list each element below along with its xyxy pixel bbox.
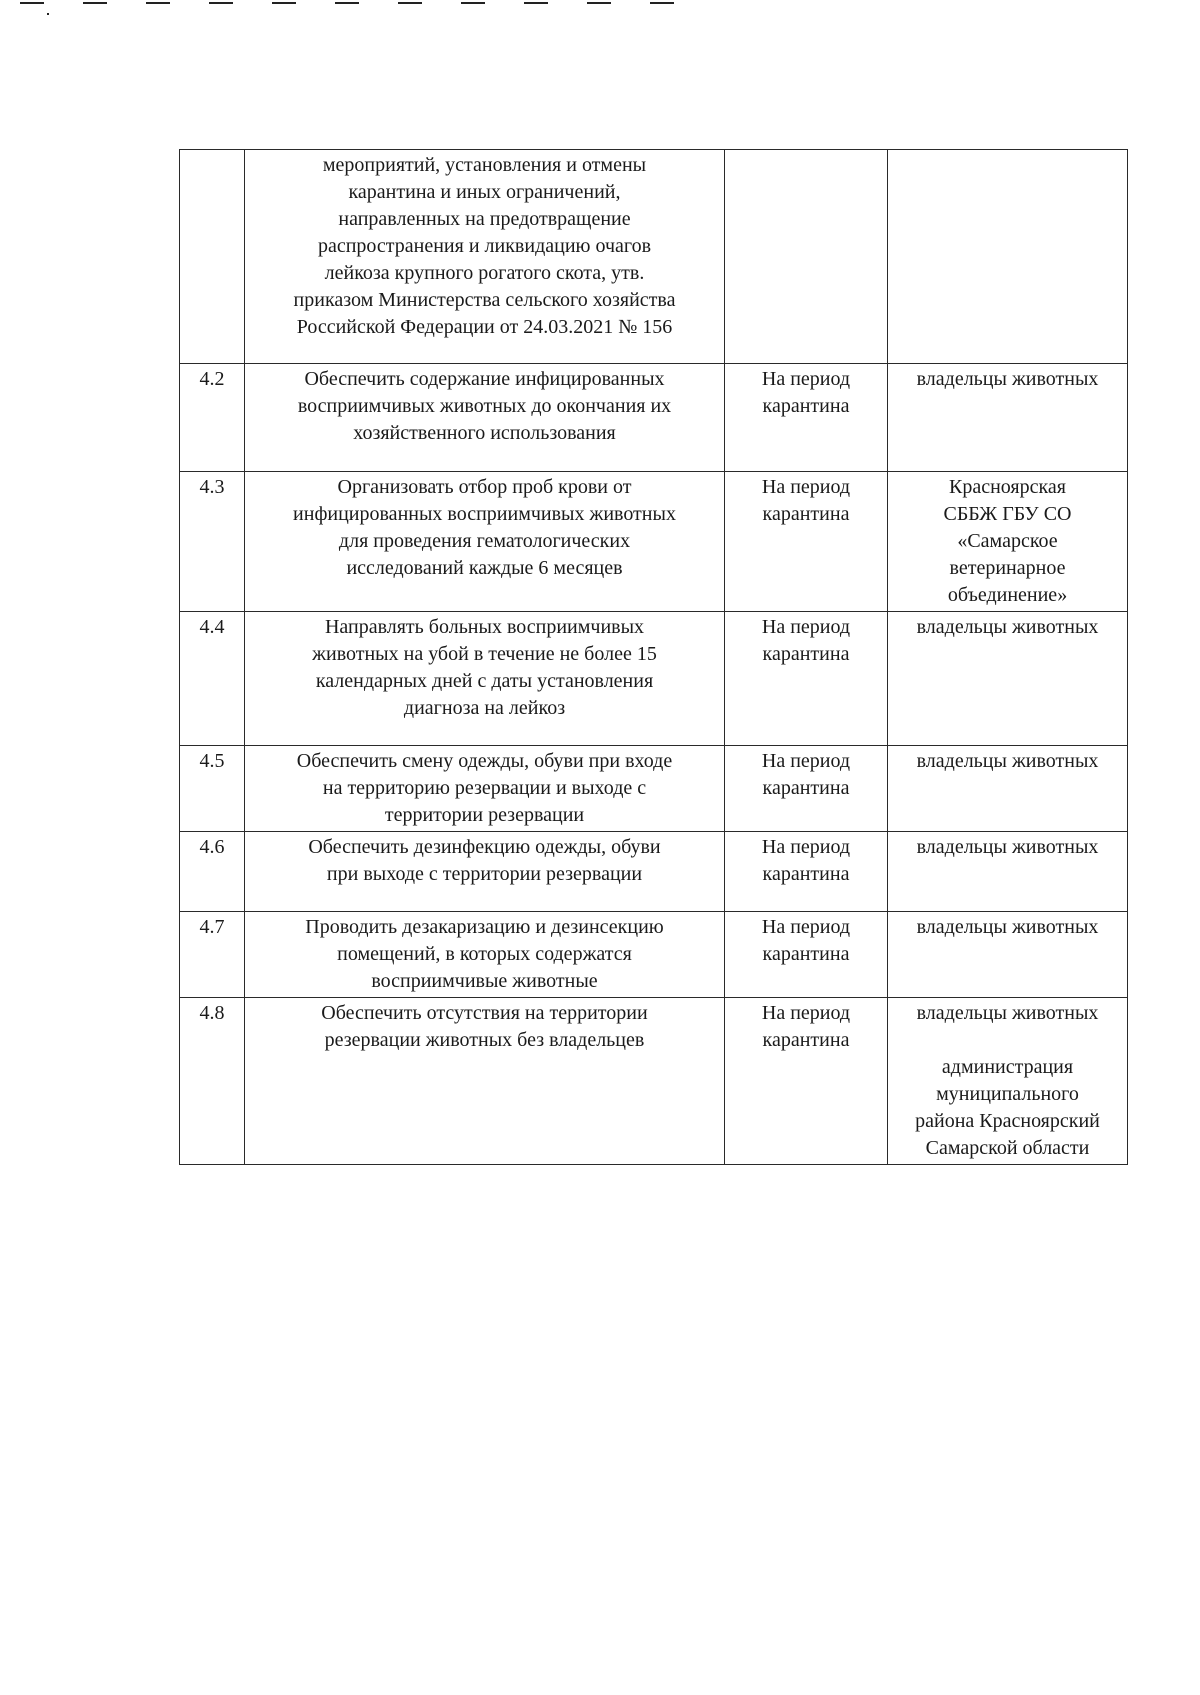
item-number: 4.4 — [180, 612, 245, 746]
responsible-party-secondary: администрация муниципального района Красноярский Самарской области — [915, 1056, 1100, 1159]
item-number: 4.6 — [180, 832, 245, 912]
table-row — [180, 472, 1128, 612]
scan-mark — [335, 2, 359, 4]
measure-text: мероприятий, установления и отмены карантина и иных ограничений, направленных на предотвращение распространения и ликвидацию очагов лейкоза крупного рогатого скота, утв. приказом Министерства сельского хозяйства Российской Федерации от 24.03.2021 № 156 — [245, 150, 725, 364]
responsible-party: владельцы животных — [916, 1002, 1099, 1024]
responsible-party: владельцы животных — [888, 832, 1128, 912]
deadline: На период карантина — [725, 998, 888, 1165]
responsible-party: владельцы животных — [888, 612, 1128, 746]
scan-mark — [650, 2, 674, 4]
table-row — [180, 832, 1128, 912]
scan-mark — [146, 2, 170, 4]
deadline: На период карантина — [725, 472, 888, 612]
measure-text: Обеспечить дезинфекцию одежды, обуви при выходе с территории резервации — [245, 832, 725, 912]
measure-text: Направлять больных восприимчивых животных на убой в течение не более 15 календарных дней с даты установления диагноза на лейкоз — [245, 612, 725, 746]
responsible-party: владельцы животных — [888, 912, 1128, 998]
item-number: 4.8 — [180, 998, 245, 1165]
responsible-party — [888, 150, 1128, 364]
table-row — [180, 998, 1128, 1165]
table-row — [180, 150, 1128, 364]
responsible-party: владельцы животных — [888, 746, 1128, 832]
scan-dot — [47, 13, 49, 15]
measure-text: Обеспечить смену одежды, обуви при входе на территорию резервации и выходе с территории резервации — [245, 746, 725, 832]
measure-text: Организовать отбор проб крови от инфицированных восприимчивых животных для проведения гематологических исследований каждые 6 месяцев — [245, 472, 725, 612]
scan-mark — [524, 2, 548, 4]
table-row — [180, 364, 1128, 472]
measures-table — [179, 149, 1128, 1165]
measure-text: Обеспечить отсутствия на территории резервации животных без владельцев — [245, 998, 725, 1165]
deadline: На период карантина — [725, 746, 888, 832]
measure-text: Обеспечить содержание инфицированных восприимчивых животных до окончания их хозяйственного использования — [245, 364, 725, 472]
scan-mark — [461, 2, 485, 4]
table-row — [180, 612, 1128, 746]
table-row — [180, 746, 1128, 832]
deadline: На период карантина — [725, 612, 888, 746]
responsible-party-cell — [888, 998, 1128, 1165]
item-number: 4.5 — [180, 746, 245, 832]
scan-artifact-marks — [20, 0, 670, 10]
table-row — [180, 912, 1128, 998]
deadline — [725, 150, 888, 364]
item-number: 4.7 — [180, 912, 245, 998]
measure-text: Проводить дезакаризацию и дезинсекцию помещений, в которых содержатся восприимчивые животные — [245, 912, 725, 998]
responsible-party: Красноярская СББЖ ГБУ СО «Самарское ветеринарное объединение» — [888, 472, 1128, 612]
responsible-party: владельцы животных — [888, 364, 1128, 472]
scan-mark — [272, 2, 296, 4]
item-number: 4.3 — [180, 472, 245, 612]
item-number — [180, 150, 245, 364]
scan-mark — [209, 2, 233, 4]
scan-mark — [20, 2, 44, 4]
scan-mark — [587, 2, 611, 4]
scan-mark — [398, 2, 422, 4]
scan-mark — [83, 2, 107, 4]
item-number: 4.2 — [180, 364, 245, 472]
deadline: На период карантина — [725, 364, 888, 472]
deadline: На период карантина — [725, 832, 888, 912]
spacer — [894, 1027, 1121, 1054]
deadline: На период карантина — [725, 912, 888, 998]
